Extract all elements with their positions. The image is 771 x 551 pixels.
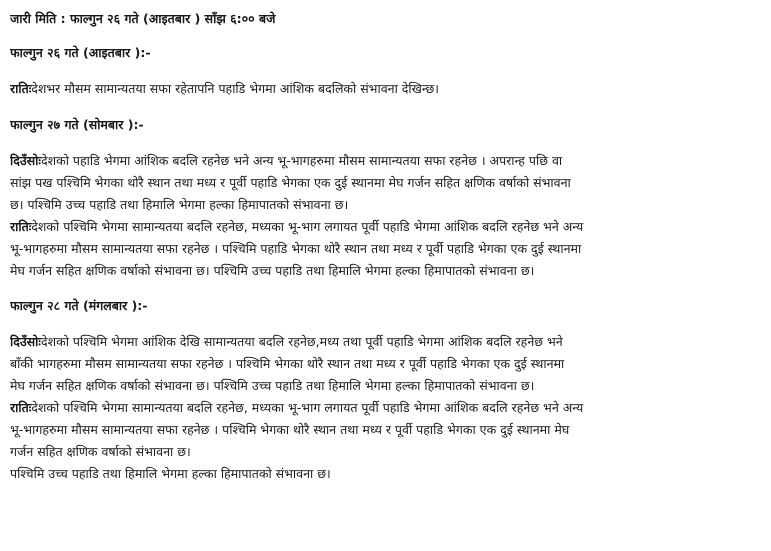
text-line: देशको पश्चिमि भेगमा सामान्यतया बदलि रहनेछ, मध्यका भू-भाग लगायत पूर्वी पहाडि भेगमा आंशिक बदलि रहनेछ भने अन्य: [31, 219, 584, 234]
issued-date: जारी मिति : फाल्गुन २६ गते (आइतबार ) साँझ ६:०० बजे: [10, 11, 276, 26]
text-line: छ। पश्चिमि उच्च पहाडि तथा हिमालि भेगमा हल्का हिमापातको संभावना छ।: [10, 197, 349, 212]
night-label: रातिः: [10, 219, 32, 234]
text-line: मेघ गर्जन सहित क्षणिक वर्षाको संभावना छ। पश्चिमि उच्च पहाडि तथा हिमालि भेगमा हल्का हिमापातको संभावना छ।: [10, 378, 535, 393]
text-line: भू-भागहरुमा मौसम सामान्यतया सफा रहनेछ । पश्चिमि पहाडि भेगका थोरै स्थान तथा मध्य र पूर्वी पहाडि भेगका एक दुई स्थानमा: [10, 241, 582, 256]
text-line: बाँकी भागहरुमा मौसम सामान्यतया सफा रहनेछ । पश्चिमि भेगका थोरै स्थान तथा मध्य र पूर्वी पहाडि भेगका एक दुई स्थानमा: [10, 356, 565, 371]
day1-night-line: [10, 78, 761, 100]
day3-heading: फाल्गुन २८ गते (मंगलबार ):-: [10, 298, 148, 313]
text-line: देशको पश्चिमि भेगमा सामान्यतया बदलि रहनेछ, मध्यका भू-भाग लगायत पूर्वी पहाडि भेगमा आंशिक बदलि रहनेछ भने अन्य: [31, 400, 584, 415]
day-label: दिउँसोः: [10, 153, 41, 168]
day2-heading: फाल्गुन २७ गते (सोमबार ):-: [10, 117, 144, 132]
night-text: देशभर मौसम सामान्यतया सफा रहेतापनि पहाडि भेगमा आंशिक बदलिको संभावना देखिन्छ।: [31, 81, 439, 96]
day-label: दिउँसोः: [10, 334, 41, 349]
text-line: देशको पहाडि भेगमा आंशिक बदलि रहनेछ भने अन्य भू-भागहरुमा मौसम सामान्यतया सफा रहनेछ । अपरान्ह पछि वा: [40, 153, 563, 168]
day2-day-line: [10, 150, 761, 172]
night-label: रातिः: [10, 400, 32, 415]
text-line: देशको पश्चिमि भेगमा आंशिक देखि सामान्यतया बदलि रहनेछ,मध्य तथा पूर्वी पहाडि भेगमा आंशिक बदलि रहनेछ भने: [40, 334, 563, 349]
day3-forecast: [10, 331, 761, 485]
night-label: रातिः: [10, 81, 32, 96]
text-line: मेघ गर्जन सहित क्षणिक वर्षाको संभावना छ। पश्चिमि उच्च पहाडि तथा हिमालि भेगमा हल्का हिमापातको संभावना छ।: [10, 263, 535, 278]
day1-heading: फाल्गुन २६ गते (आइतबार ):-: [10, 45, 151, 60]
day2-forecast: [10, 150, 761, 282]
day3-day-line: [10, 331, 761, 353]
day3-night-line: [10, 397, 761, 419]
text-line: भू-भागहरुमा मौसम सामान्यतया सफा रहनेछ । पश्चिमि भेगका थोरै स्थान तथा मध्य र पूर्वी पहाडि भेगका एक दुई स्थानमा मेघ: [10, 422, 570, 437]
day2-night-line: [10, 216, 761, 238]
text-line: पश्चिमि उच्च पहाडि तथा हिमालि भेगमा हल्का हिमापातको संभावना छ।: [10, 466, 331, 481]
text-line: गर्जन सहित क्षणिक वर्षाको संभावना छ।: [10, 444, 191, 459]
text-line: सांझ पख पश्चिमि भेगका थोरै स्थान तथा मध्य र पूर्वी पहाडि भेगका एक दुई स्थानमा मेघ गर्जन सहित क्षणिक वर्षाको संभावना: [10, 175, 571, 190]
